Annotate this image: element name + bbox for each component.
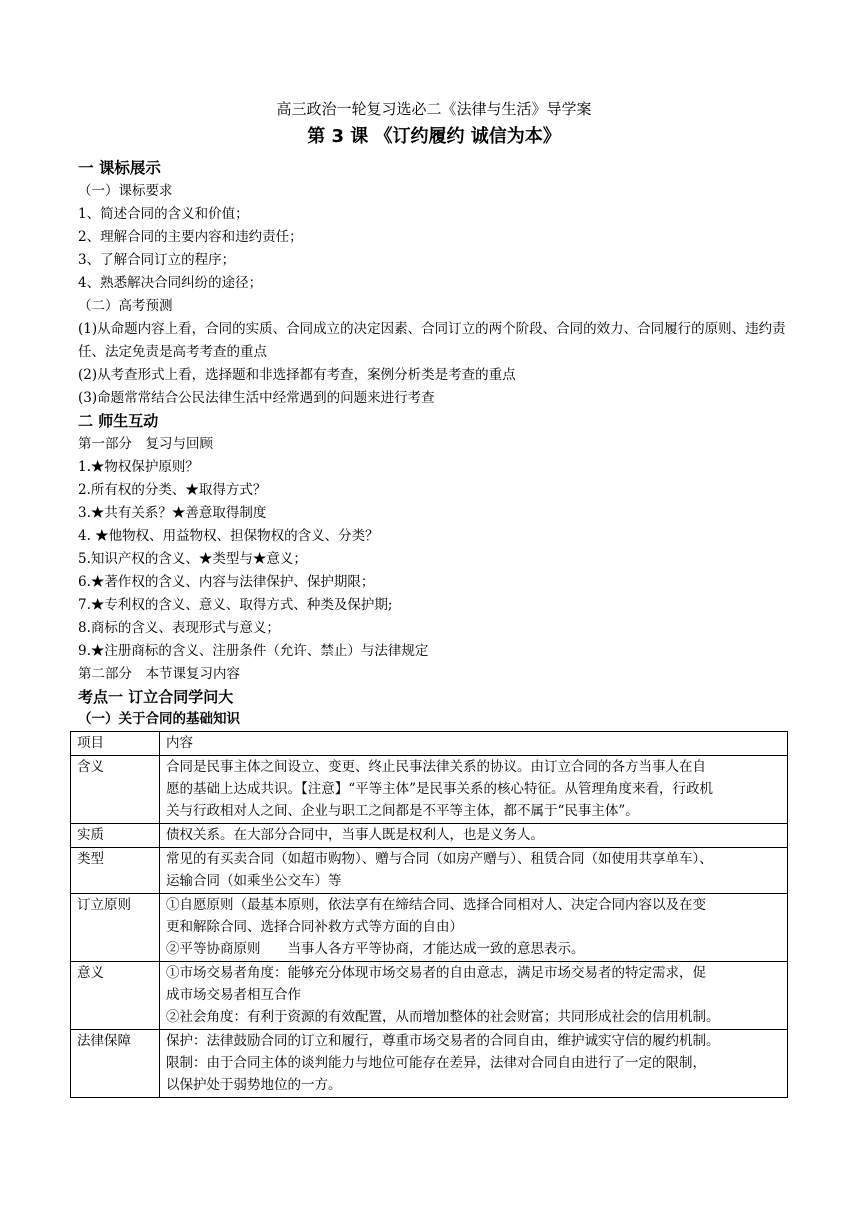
requirement-item: 3、了解合同订立的程序；: [78, 252, 236, 268]
review-item: 6.★著作权的含义、内容与法律保护、保护期限；: [78, 574, 375, 590]
table-row: [71, 1030, 788, 1098]
table-row: [71, 824, 788, 848]
table-row: [71, 756, 788, 824]
review-item: 4. ★他物权、用益物权、担保物权的含义、分类？: [78, 528, 379, 544]
contract-basics-table: [70, 731, 788, 1098]
table-header-row: [71, 732, 788, 756]
content-line: 债权关系。在大部分合同中，当事人既是权利人，也是义务人。: [166, 827, 544, 843]
kaodian-heading: 考点一 订立合同学问大: [78, 688, 234, 706]
row-content: [160, 894, 788, 962]
table-header-item: 项目: [71, 732, 160, 756]
row-item-label: 法律保障: [71, 1030, 160, 1098]
review-item: 2.所有权的分类、★取得方式？: [78, 482, 267, 498]
row-item-label: 类型: [71, 848, 160, 894]
lesson-title: 第 3 课 《订约履约 诚信为本》: [307, 126, 561, 147]
row-content: [160, 1030, 788, 1098]
content-line: 愿的基础上达成共识。【注意】“平等主体”是民事关系的核心特征。从管理角度来看，行政机: [166, 781, 714, 797]
content-line: 以保护处于弱势地位的一方。: [166, 1077, 342, 1093]
part1-heading: 第一部分 复习与回顾: [78, 436, 213, 452]
section1-heading: 一 课标展示: [78, 159, 161, 177]
content-line: 运输合同（如乘坐公交车）等: [166, 873, 342, 889]
content-line: ②社会角度：有利于资源的有效配置，从而增加整体的社会财富；共同形成社会的信用机制。: [166, 1009, 720, 1025]
row-content: [160, 824, 788, 848]
content-line: ①自愿原则（最基本原则，依法享有在缔结合同、选择合同相对人、决定合同内容以及在变: [166, 897, 706, 913]
document-page: [78, 96, 790, 1098]
basic-knowledge-heading: （一）关于合同的基础知识: [78, 711, 240, 727]
content-line: 更和解除合同、选择合同补救方式等方面的自由）: [166, 919, 463, 935]
table-row: [71, 894, 788, 962]
row-content: [160, 848, 788, 894]
content-line: 成市场交易者相互合作: [166, 987, 301, 1003]
content-line: ①市场交易者角度：能够充分体现市场交易者的自由意志，满足市场交易者的特定需求，促: [166, 965, 706, 981]
content-line: 保护：法律鼓励合同的订立和履行，尊重市场交易者的合同自由，维护诚实守信的履约机制。: [166, 1033, 720, 1049]
requirement-item: 1、简述合同的含义和价值；: [78, 206, 249, 222]
requirement-item: 2、理解合同的主要内容和违约责任；: [78, 229, 303, 245]
table-row: [71, 962, 788, 1030]
forecast-item: (2)从考查形式上看，选择题和非选择都有考查，案例分析类是考查的重点: [78, 367, 516, 383]
table-row: [71, 848, 788, 894]
row-item-label: 意义: [71, 962, 160, 1030]
part2-heading: 第二部分 本节课复习内容: [78, 666, 240, 682]
review-item: 7.★专利权的含义、意义、取得方式、种类及保护期;: [78, 597, 393, 613]
review-item: 3.★共有关系？★善意取得制度: [78, 505, 267, 521]
table-header-content: 内容: [160, 732, 788, 756]
section2-heading: 二 师生互动: [78, 412, 159, 430]
row-item-label: 含义: [71, 756, 160, 824]
row-content: [160, 962, 788, 1030]
row-item-label: 订立原则: [71, 894, 160, 962]
forecast-item: (3)命题常常结合公民法律生活中经常遇到的问题来进行考查: [78, 390, 435, 406]
forecast-item: (1)从命题内容上看，合同的实质、合同成立的决定因素、合同订立的两个阶段、合同的效力、合同履行的原则、违约责任、法定免责是高考考查的重点: [78, 321, 786, 360]
content-line: 常见的有买卖合同（如超市购物）、赠与合同（如房产赠与）、租赁合同（如使用共享单车）、: [166, 851, 713, 867]
subheading-forecast: （二）高考预测: [78, 298, 173, 314]
content-line: 关与行政相对人之间、企业与职工之间都是不平等主体，都不属于“民事主体”。: [166, 803, 639, 819]
document-title: 高三政治一轮复习选必二《法律与生活》导学案: [276, 100, 592, 118]
requirement-item: 4、熟悉解决合同纠纷的途径；: [78, 275, 263, 291]
content-line: 限制：由于合同主体的谈判能力与地位可能存在差异，法律对合同自由进行了一定的限制，: [166, 1055, 706, 1071]
review-item: 1.★物权保护原则？: [78, 459, 199, 475]
row-item-label: 实质: [71, 824, 160, 848]
content-line: ②平等协商原则 当事人各方平等协商，才能达成一致的意思表示。: [166, 941, 585, 957]
review-item: 5.知识产权的含义、★类型与★意义；: [78, 551, 307, 567]
subheading-requirements: （一）课标要求: [78, 183, 173, 199]
review-item: 9.★注册商标的含义、注册条件（允许、禁止）与法律规定: [78, 643, 429, 659]
row-content: [160, 756, 788, 824]
review-item: 8.商标的含义、表现形式与意义；: [78, 620, 280, 636]
content-line: 合同是民事主体之间设立、变更、终止民事法律关系的协议。由订立合同的各方当事人在自: [166, 759, 706, 775]
